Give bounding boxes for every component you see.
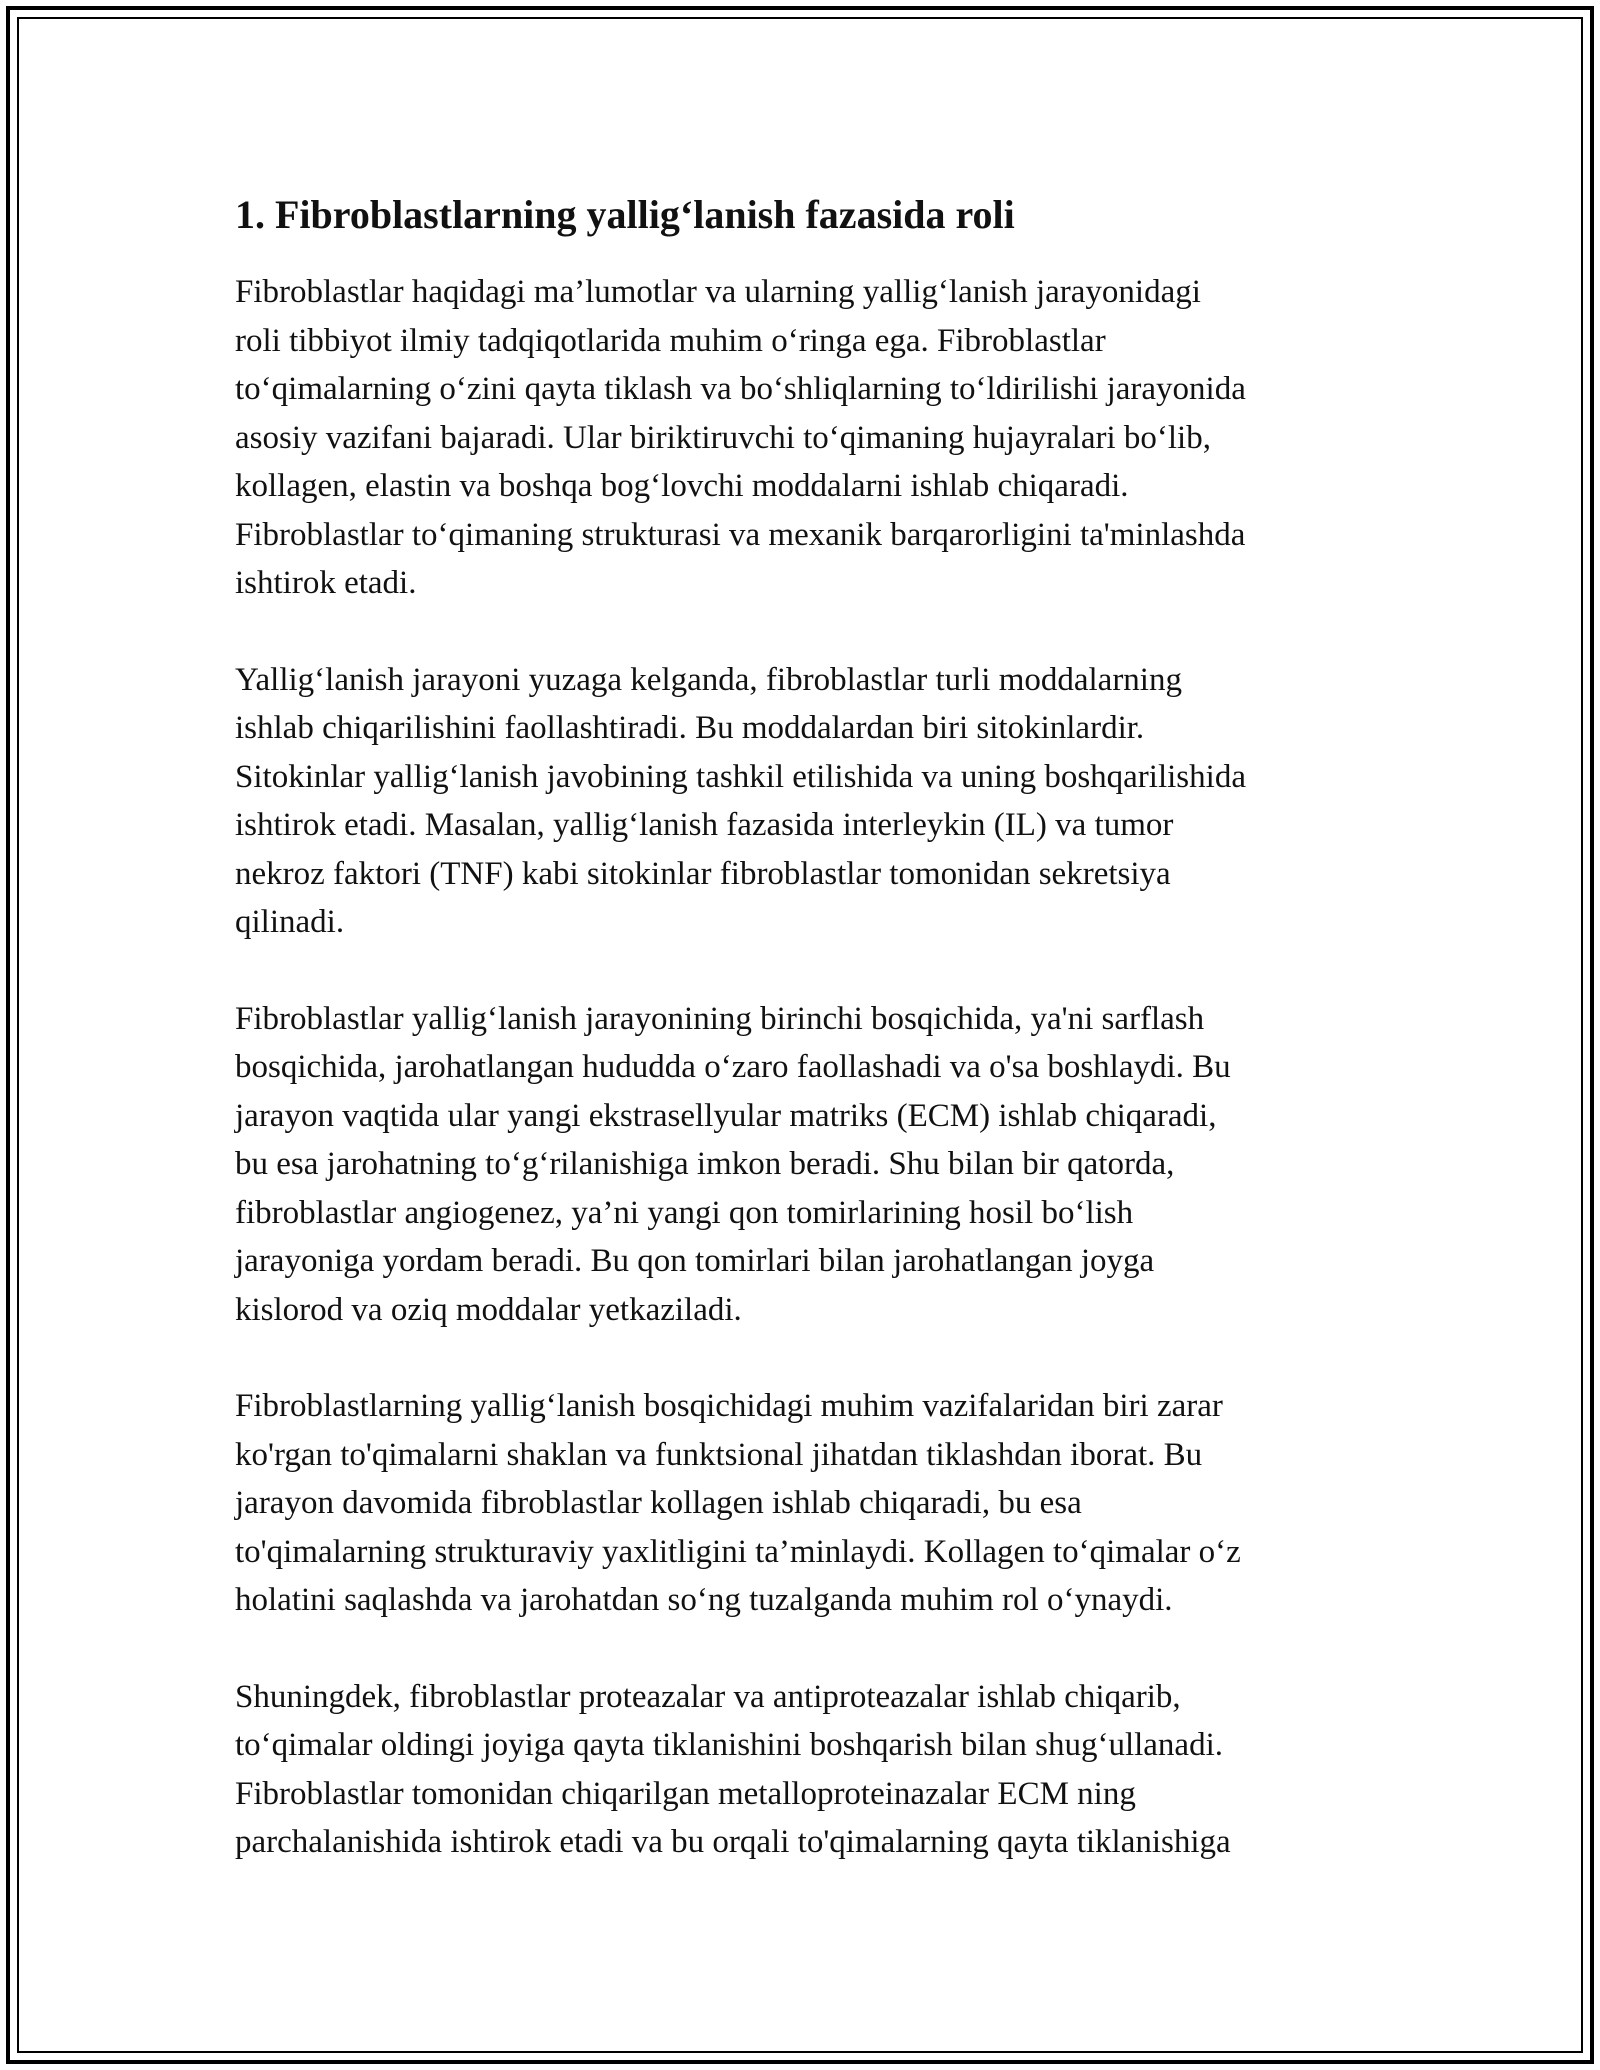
paragraph-line: asosiy vazifani bajaradi. Ular biriktiruvchi to‘qimaning hujayralari bo‘lib, [235,419,1211,456]
paragraph-line: bu esa jarohatning to‘g‘rilanishiga imkon beradi. Shu bilan bir qatorda, [235,1146,1175,1182]
paragraph-line: Fibroblastlarning yallig‘lanish bosqichidagi muhim vazifalaridan biri zarar [235,1388,1223,1424]
paragraph-line: Shuningdek, fibroblastlar proteazalar va antiproteazalar ishlab chiqarib, [235,1678,1181,1715]
paragraph [235,1673,1375,1867]
paragraph-line: Yallig‘lanish jarayoni yuzaga kelganda, fibroblastlar turli moddalarning [235,661,1182,698]
paragraphs-container [235,268,1375,1867]
paragraph-line: bosqichida, jarohatlangan hududda o‘zaro faollashadi va o'sa boshlaydi. Bu [235,1049,1231,1085]
paragraph-line: jarayoniga yordam beradi. Bu qon tomirlari bilan jarohatlangan joyga [235,1243,1155,1279]
paragraph-line: to'qimalarning strukturaviy yaxlitligini ta’minlaydi. Kollagen to‘qimalar o‘z [235,1533,1241,1570]
paragraph-line: to‘qimalarning o‘zini qayta tiklash va bo‘shliqlarning to‘ldirilishi jarayonida [235,371,1246,407]
paragraph-line: qilinadi. [235,904,345,940]
paragraph [235,995,1375,1335]
paragraph-line: ishlab chiqarilishini faollashtiradi. Bu moddalardan biri sitokinlardir. [235,710,1145,746]
paragraph-line: jarayon davomida fibroblastlar kollagen ishlab chiqaradi, bu esa [235,1485,1082,1521]
paragraph-line: fibroblastlar angiogenez, ya’ni yangi qon tomirlarining hosil bo‘lish [235,1194,1134,1231]
paragraph-line: kislorod va oziq moddalar yetkaziladi. [235,1291,742,1328]
paragraph-line: parchalanishida ishtirok etadi va bu orqali to'qimalarning qayta tiklanishiga [235,1824,1231,1860]
document-body [235,190,1375,1915]
paragraph-line: nekroz faktori (TNF) kabi sitokinlar fibroblastlar tomonidan sekretsiya [235,855,1171,892]
paragraph-line: ishtirok etadi. [235,565,417,601]
paragraph-line: Fibroblastlar to‘qimaning strukturasi va mexanik barqarorligini ta'minlashda [235,516,1246,553]
paragraph [235,1382,1375,1625]
paragraph-line: Sitokinlar yallig‘lanish javobining tashkil etilishida va uning boshqarilishida [235,758,1246,795]
paragraph [235,268,1375,608]
paragraph-line: roli tibbiyot ilmiy tadqiqotlarida muhim o‘ringa ega. Fibroblastlar [235,322,1106,359]
paragraph-line: ko'rgan to'qimalarni shaklan va funktsional jihatdan tiklashdan iborat. Bu [235,1436,1203,1473]
paragraph-line: to‘qimalar oldingi joyiga qayta tiklanishini boshqarish bilan shug‘ullanadi. [235,1727,1224,1763]
paragraph [235,656,1375,947]
paragraph-line: jarayon vaqtida ular yangi ekstrasellyular matriks (ECM) ishlab chiqaradi, [235,1097,1217,1134]
paragraph-line: Fibroblastlar yallig‘lanish jarayonining birinchi bosqichida, ya'ni sarflash [235,1000,1205,1037]
section-heading: 1. Fibroblastlarning yallig‘lanish fazasida roli [235,192,1015,237]
paragraph-line: Fibroblastlar haqidagi ma’lumotlar va ularning yallig‘lanish jarayonidagi [235,274,1201,310]
paragraph-line: holatini saqlashda va jarohatdan so‘ng tuzalganda muhim rol o‘ynaydi. [235,1582,1173,1618]
paragraph-line: Fibroblastlar tomonidan chiqarilgan metalloproteinazalar ECM ning [235,1775,1136,1812]
paragraph-line: kollagen, elastin va boshqa bog‘lovchi moddalarni ishlab chiqaradi. [235,468,1129,504]
paragraph-line: ishtirok etadi. Masalan, yallig‘lanish fazasida interleykin (IL) va tumor [235,807,1174,843]
